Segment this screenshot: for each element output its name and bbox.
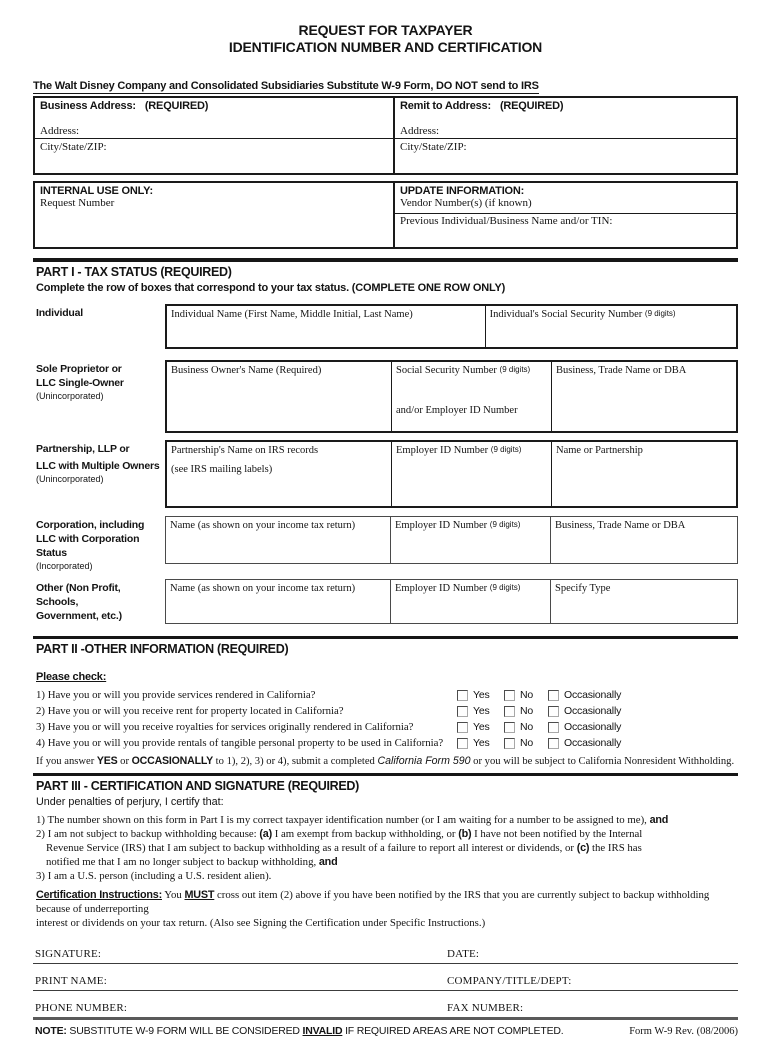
checkbox-q1-no[interactable] — [504, 690, 515, 701]
tax-row-label-corporation: Corporation, including LLC with Corporation Status (Incorporated) — [36, 518, 145, 571]
tax-row-corporation — [33, 516, 738, 572]
other-specify-type-field[interactable]: Specify Type — [555, 582, 611, 594]
question-row-3 — [33, 719, 738, 735]
section-divider — [33, 773, 738, 777]
no-label: No — [520, 737, 534, 749]
date-label: DATE: — [447, 947, 480, 960]
signature-field[interactable] — [101, 948, 447, 960]
date-field[interactable] — [479, 948, 738, 960]
checkbox-q4-no[interactable] — [504, 738, 515, 749]
remit-address-label: Address: — [400, 125, 440, 137]
tax-row-label-individual: Individual — [36, 306, 84, 319]
phone-fax-row — [33, 991, 738, 1020]
certification-instructions — [33, 888, 738, 930]
footer-row — [33, 1025, 738, 1038]
trade-name-field[interactable]: Business, Trade Name or DBA — [556, 364, 687, 376]
part1-subheading: Complete the row of boxes that correspond to your tax status. (COMPLETE ONE ROW ONLY) — [36, 281, 506, 294]
address-table — [33, 96, 738, 175]
cert-item-2-line1: 2) I am not subject to backup withholding because: (a) I am exempt from backup withholding, or (b) I have not been notified by the Internal — [36, 828, 643, 841]
checkbox-q1-yes[interactable] — [457, 690, 468, 701]
form-title-line1: REQUEST FOR TAXPAYER — [298, 22, 473, 38]
business-city-label: City/State/ZIP: — [40, 141, 107, 153]
form-revision-label: Form W-9 Rev. (08/2006) — [629, 1025, 738, 1037]
phone-number-field[interactable] — [127, 1002, 447, 1014]
part1-heading: PART I - TAX STATUS (REQUIRED) — [36, 264, 232, 279]
certification-items — [33, 813, 738, 883]
ssn-ein-field[interactable]: Social Security Number (9 digits) and/or Employer ID Number — [392, 362, 552, 431]
checkbox-q4-yes[interactable] — [457, 738, 468, 749]
partnership-ein-field[interactable]: Employer ID Number (9 digits) — [392, 442, 552, 506]
checkbox-q3-no[interactable] — [504, 722, 515, 733]
checkbox-q3-yes[interactable] — [457, 722, 468, 733]
company-title-dept-field[interactable] — [571, 975, 738, 987]
yes-label: Yes — [473, 705, 490, 717]
part2-heading: PART II -OTHER INFORMATION (REQUIRED) — [36, 642, 289, 656]
cert-item-3: 3) I am a U.S. person (including a U.S. resident alien). — [36, 870, 272, 883]
business-address-header: Business Address: (REQUIRED) — [40, 100, 209, 112]
question-1-text: 1) Have you or will you provide services rendered in California? — [36, 689, 316, 701]
previous-name-field[interactable] — [395, 214, 736, 247]
certification-instructions-line1: Certification Instructions: You MUST cross out item (2) above if you have been notified by the IRS that you are currently subject to backup withholding because of underreporting — [36, 889, 710, 916]
occasionally-label: Occasionally — [564, 721, 622, 733]
fax-number-label: FAX NUMBER: — [447, 1001, 524, 1014]
phone-number-label: PHONE NUMBER: — [35, 1001, 128, 1014]
tax-row-label-partnership: Partnership, LLP or LLC with Multiple Owners (Unincorporated) — [36, 442, 160, 484]
certification-instructions-line2: interest or dividends on your tax return. (Also see Signing the Certification under Specific Instructions.) — [36, 917, 486, 930]
internal-use-header: INTERNAL USE ONLY: — [40, 185, 153, 197]
question-4-text: 4) Have you or will you provide rentals of tangible personal property to be used in California? — [36, 737, 444, 749]
cert-item-2-line2: Revenue Service (IRS) that I am subject to backup withholding as a result of a failure to report all interest or dividends, or (c) the IRS has — [46, 842, 642, 855]
vendor-number-label: Vendor Number(s) (if known) — [400, 197, 532, 209]
print-name-label: PRINT NAME: — [35, 974, 107, 987]
vendor-number-field[interactable] — [395, 183, 736, 214]
individual-ssn-field[interactable]: Individual's Social Security Number (9 digits) — [489, 308, 676, 320]
corporation-ein-field[interactable]: Employer ID Number (9 digits) — [391, 517, 551, 563]
corporation-name-field[interactable]: Name (as shown on your income tax return) — [166, 517, 391, 563]
question-row-1 — [33, 687, 738, 703]
form-subtitle: The Walt Disney Company and Consolidated Subsidiaries Substitute W-9 Form, DO NOT send to IRS — [33, 80, 539, 92]
cert-item-2-line3: notified me that I am no longer subject to backup withholding, and — [46, 856, 338, 869]
checkbox-q2-occasionally[interactable] — [548, 706, 559, 717]
business-city-field[interactable] — [35, 139, 393, 173]
remit-address-cell[interactable] — [395, 98, 736, 173]
internal-use-cell[interactable] — [35, 183, 395, 247]
fax-number-field[interactable] — [523, 1002, 738, 1014]
checkbox-q2-yes[interactable] — [457, 706, 468, 717]
part3-heading: PART III - CERTIFICATION AND SIGNATURE (REQUIRED) — [36, 779, 360, 794]
company-title-dept-label: COMPANY/TITLE/DEPT: — [447, 974, 572, 987]
remit-address-header: Remit to Address: (REQUIRED) — [400, 100, 564, 112]
section-divider — [33, 258, 738, 262]
internal-update-table — [33, 181, 738, 249]
business-address-cell[interactable] — [35, 98, 395, 173]
invalid-note: NOTE: SUBSTITUTE W-9 FORM WILL BE CONSIDERED INVALID IF REQUIRED AREAS ARE NOT COMPLETED. — [35, 1024, 564, 1037]
individual-name-field[interactable]: Individual Name (First Name, Middle Initial, Last Name) — [167, 306, 486, 347]
question-row-4 — [33, 735, 738, 751]
question-2-text: 2) Have you or will you receive rent for property located in California? — [36, 705, 344, 717]
perjury-intro: Under penalties of perjury, I certify that: — [36, 796, 224, 809]
signature-date-row — [33, 937, 738, 964]
owner-name-field[interactable]: Business Owner's Name (Required) — [167, 362, 392, 431]
signature-label: SIGNATURE: — [35, 947, 102, 960]
yes-label: Yes — [473, 689, 490, 701]
no-label: No — [520, 721, 534, 733]
corporation-dba-field[interactable]: Business, Trade Name or DBA — [555, 519, 686, 531]
other-ein-field[interactable]: Employer ID Number (9 digits) — [391, 580, 551, 623]
tax-row-sole-proprietor — [33, 360, 738, 433]
request-number-label: Request Number — [40, 197, 115, 209]
occasionally-label: Occasionally — [564, 689, 622, 701]
partnership-name-field[interactable]: Partnership's Name on IRS records (see IRS mailing labels) — [167, 442, 392, 506]
update-information-header: UPDATE INFORMATION: — [400, 185, 525, 197]
previous-name-label: Previous Individual/Business Name and/or TIN: — [400, 215, 613, 227]
tax-row-individual — [33, 304, 738, 349]
form-title-line2: IDENTIFICATION NUMBER AND CERTIFICATION — [228, 39, 543, 55]
occasionally-label: Occasionally — [564, 705, 622, 717]
question-3-text: 3) Have you or will you receive royalties for services originally rendered in California? — [36, 721, 414, 733]
cert-item-1: 1) The number shown on this form in Part I is my correct taxpayer identification number (or I am waiting for a number to be assigned to me), and — [36, 814, 669, 827]
part2-footnote: If you answer YES or OCCASIONALLY to 1), 2), 3) or 4), submit a completed California Form 590 or you will be subject to California Nonresident Withholding. — [36, 755, 735, 767]
checkbox-q1-occasionally[interactable] — [548, 690, 559, 701]
form-title — [33, 22, 738, 56]
please-check-label: Please check: — [36, 671, 107, 683]
california-questions — [33, 687, 738, 751]
question-row-2 — [33, 703, 738, 719]
section-divider — [33, 636, 738, 640]
update-information-cell — [395, 183, 736, 247]
checkbox-q4-occasionally[interactable] — [548, 738, 559, 749]
other-name-field[interactable]: Name (as shown on your income tax return) — [166, 580, 391, 623]
checkbox-q2-no[interactable] — [504, 706, 515, 717]
business-address-label: Address: — [40, 125, 80, 137]
tax-row-other — [33, 579, 738, 624]
remit-city-label: City/State/ZIP: — [400, 141, 467, 153]
tax-row-partnership — [33, 440, 738, 508]
occasionally-label: Occasionally — [564, 737, 622, 749]
yes-label: Yes — [473, 737, 490, 749]
no-label: No — [520, 705, 534, 717]
remit-city-field[interactable] — [395, 139, 736, 173]
printname-company-row — [33, 964, 738, 991]
checkbox-q3-occasionally[interactable] — [548, 722, 559, 733]
tax-row-label-sole-proprietor: Sole Proprietor or LLC Single-Owner (Unincorporated) — [36, 362, 124, 401]
tax-row-label-other: Other (Non Profit, Schools, Government, etc.) — [36, 581, 122, 622]
print-name-field[interactable] — [107, 975, 447, 987]
yes-label: Yes — [473, 721, 490, 733]
partnership-dba-field[interactable]: Name or Partnership — [556, 444, 643, 456]
no-label: No — [520, 689, 534, 701]
